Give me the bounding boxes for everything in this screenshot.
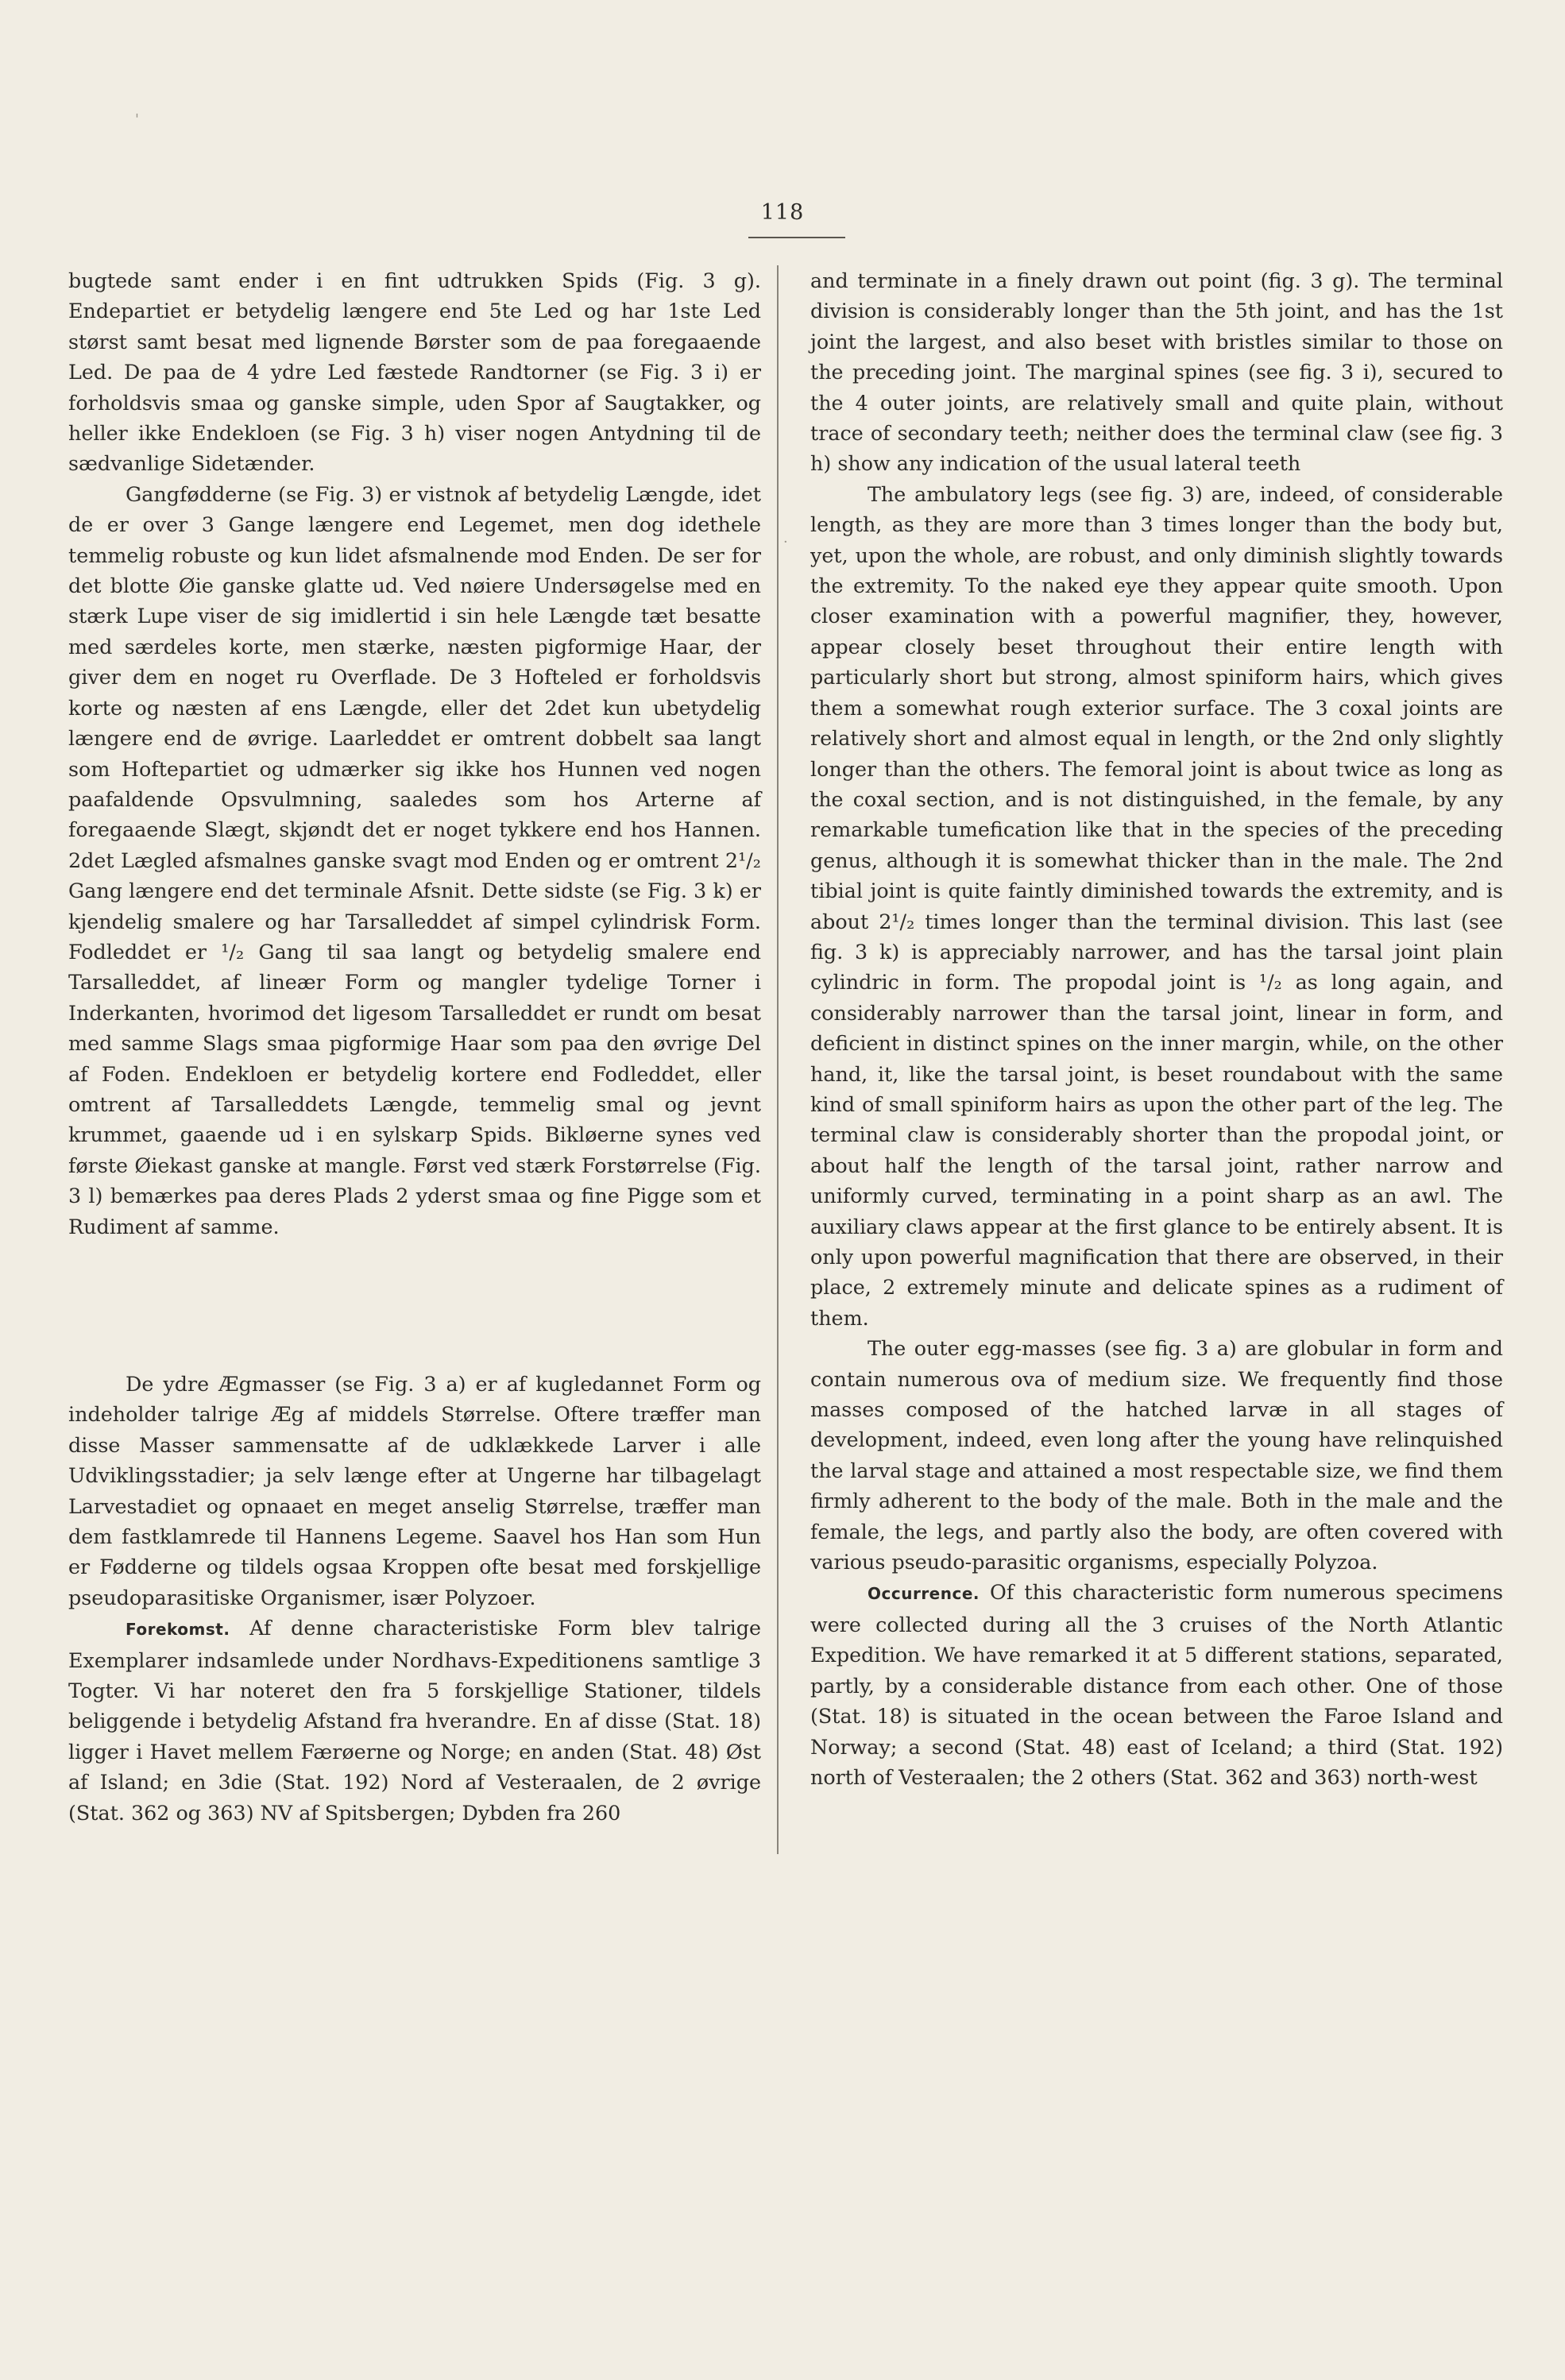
left-paragraph-ambulatory-legs: Gangfødderne (se Fig. 3) er vistnok af betydelig Længde, idet de er over 3 Gange længere end Legemet, men dog idethele temmelig robuste og kun lidet afsmalnende mod Enden. De ser for det blotte Øie ganske glatte ud. Ved nøiere Undersøgelse med en stærk Lupe viser de sig imidlertid i sin hele Længde tæt besatte med særdeles korte, men stærke, næsten pigformige Haar, der giver dem en noget ru Overflade. De 3 Hofteled er forholdsvis korte og næsten af ens Længde, eller det 2det kun ubetydelig længere end de øvrige. Laarleddet er omtrent dobbelt saa langt som Hoftepartiet og udmærker sig ikke hos Hunnen ved nogen paafaldende Opsvulmning, saaledes som hos Arterne af foregaaende Slægt, skjøndt det er noget tykkere end hos Hannen. 2det Lægled afsmalnes ganske svagt mod Enden og er omtrent 2¹/₂ Gang længere end det terminale Afsnit. Dette sidste (se Fig. 3 k) er kjendelig smalere og har Tarsalleddet af simpel cylindrisk Form. Fodleddet er ¹/₂ Gang til saa langt og betydelig smalere end Tarsalleddet, af lineær Form og mangler tydelige Torner i Inderkanten, hvorimod det ligesom Tarsalleddet er rundt om besat med samme Slags smaa pigformige Haar som paa den øvrige Del af Foden. Endekloen er betydelig kortere end Fodleddet, eller omtrent af Tarsalleddets Længde, temmelig smal og jevnt krummet, gaaende ud i en sylskarp Spids. Bikløerne synes ved første Øiekast ganske at mangle. Først ved stærk Forstørrelse (Fig. 3 l) bemærkes paa deres Plads 2 yderst smaa og fine Pigge som et Rudiment af samme. <box>68 481 761 1238</box>
left-paragraph-occurrence <box>68 1613 761 1828</box>
occurrence-text: Of this characteristic form numerous specimens were collected during all the 3 cruises of the North Atlantic Expedition. We have remarked it at 5 different stations, separated, partly, by a considerable distance from each other. One of those (Stat. 18) is situated in the ocean between the Faroe Island and Norway; a second (Stat. 48) east of Iceland; a third (Stat. 192) north of Vesteraalen; the 2 others (Stat. 362 and 363) north-west <box>810 1580 1503 1789</box>
occurrence-heading: Occurrence. <box>868 1584 980 1604</box>
page-number: 118 <box>760 200 805 225</box>
left-column <box>68 265 761 1828</box>
left-section-gap <box>68 1242 761 1369</box>
left-paragraph-egg-masses: De ydre Ægmasser (se Fig. 3 a) er af kugledannet Form og indeholder talrige Æg af middels Størrelse. Oftere træffer man disse Masser sammensatte af de udklækkede Larver i alle Udviklingsstadier; ja selv længe efter at Ungerne har tilbagelagt Larvestadiet og opnaaet en meget anselig Størrelse, træffer man dem fastklamrede til Hannens Legeme. Saavel hos Han som Hun er Fødderne og tildels ogsaa Kroppen ofte besat med forskjellige pseudoparasitiske Organismer, især Polyzoer. <box>68 1372 761 1609</box>
occurrence-heading: Forekomst. <box>126 1620 230 1640</box>
right-paragraph-occurrence <box>810 1577 1503 1792</box>
right-paragraph-egg-masses: The outer egg-masses (see fig. 3 a) are globular in form and contain numerous ova of medium size. We frequently find those masses composed of the hatched larvæ in all stages of development, indeed, even long after the young have relinquished the larval stage and attained a most respectable size, we find them firmly adherent to the body of the male. Both in the male and the female, the legs, and partly also the body, are often covered with various pseudo-parasitic organisms, especially Polyzoa. <box>810 1336 1503 1574</box>
margin-mark: · <box>783 534 788 551</box>
header-rule <box>748 237 845 238</box>
right-column <box>810 265 1503 1792</box>
margin-mark: ' <box>135 111 139 128</box>
right-paragraph-ambulatory-legs: The ambulatory legs (see fig. 3) are, indeed, of considerable length, as they are more than 3 times longer than the body but, yet, upon the whole, are robust, and only diminish slightly towards the extremity. To the naked eye they appear quite smooth. Upon closer examination with a powerful magnifier, they, however, appear closely beset throughout their entire length with particularly short but strong, almost spiniform hairs, which gives them a somewhat rough exterior surface. The 3 coxal joints are relatively short and almost equal in length, or the 2nd only slightly longer than the others. The femoral joint is about twice as long as the coxal section, and is not distinguished, in the female, by any remarkable tumefication like that in the species of the preceding genus, although it is somewhat thicker than in the male. The 2nd tibial joint is quite faintly diminished towards the extremity, and is about 2¹/₂ times longer than the terminal division. This last (see fig. 3 k) is appreciably narrower, and has the tarsal joint plain cylindric in form. The propodal joint is ¹/₂ as long again, and considerably narrower than the tarsal joint, linear in form, and deficient in distinct spines on the inner margin, while, on the other hand, it, like the tarsal joint, is beset roundabout with the same kind of small spiniform hairs as upon the other part of the leg. The terminal claw is considerably shorter than the propodal joint, or about half the length of the tarsal joint, rather narrow and uniformly curved, terminating in a point sharp as an awl. The auxiliary claws appear at the first glance to be entirely absent. It is only upon powerful magnification that there are observed, in their place, 2 extremely minute and delicate spines as a rudiment of them. <box>810 481 1503 1330</box>
occurrence-text: Af denne characteristiske Form blev talrige Exemplarer indsamlede under Nordhavs-Expeditionens samtlige 3 Togter. Vi har noteret den fra 5 forskjellige Stationer, tildels beliggende i betydelig Afstand fra hverandre. En af disse (Stat. 18) ligger i Havet mellem Færøerne og Norge; en anden (Stat. 48) Øst af Island; en 3die (Stat. 192) Nord af Vesteraalen, de 2 øvrige (Stat. 362 og 363) NV af Spitsbergen; Dybden fra 260 <box>68 1616 761 1825</box>
right-paragraph-legs-continued: and terminate in a finely drawn out point (fig. 3 g). The terminal division is considerably longer than the 5th joint, and has the 1st joint the largest, and also beset with bristles similar to those on the preceding joint. The marginal spines (see fig. 3 i), secured to the 4 outer joints, are relatively small and quite plain, without trace of secondary teeth; neither does the terminal claw (see fig. 3 h) show any indication of the usual lateral teeth <box>810 269 1503 476</box>
left-paragraph-legs-continued: bugtede samt ender i en fint udtrukken Spids (Fig. 3 g). Endepartiet er betydelig længere end 5te Led og har 1ste Led størst samt besat med lignende Børster som de paa foregaaende Led. De paa de 4 ydre Led fæstede Randtorner (se Fig. 3 i) er forholdsvis smaa og ganske simple, uden Spor af Saugtakker, og heller ikke Endekloen (se Fig. 3 h) viser nogen Antydning til de sædvanlige Sidetænder. <box>68 269 761 476</box>
column-divider <box>777 265 779 1854</box>
